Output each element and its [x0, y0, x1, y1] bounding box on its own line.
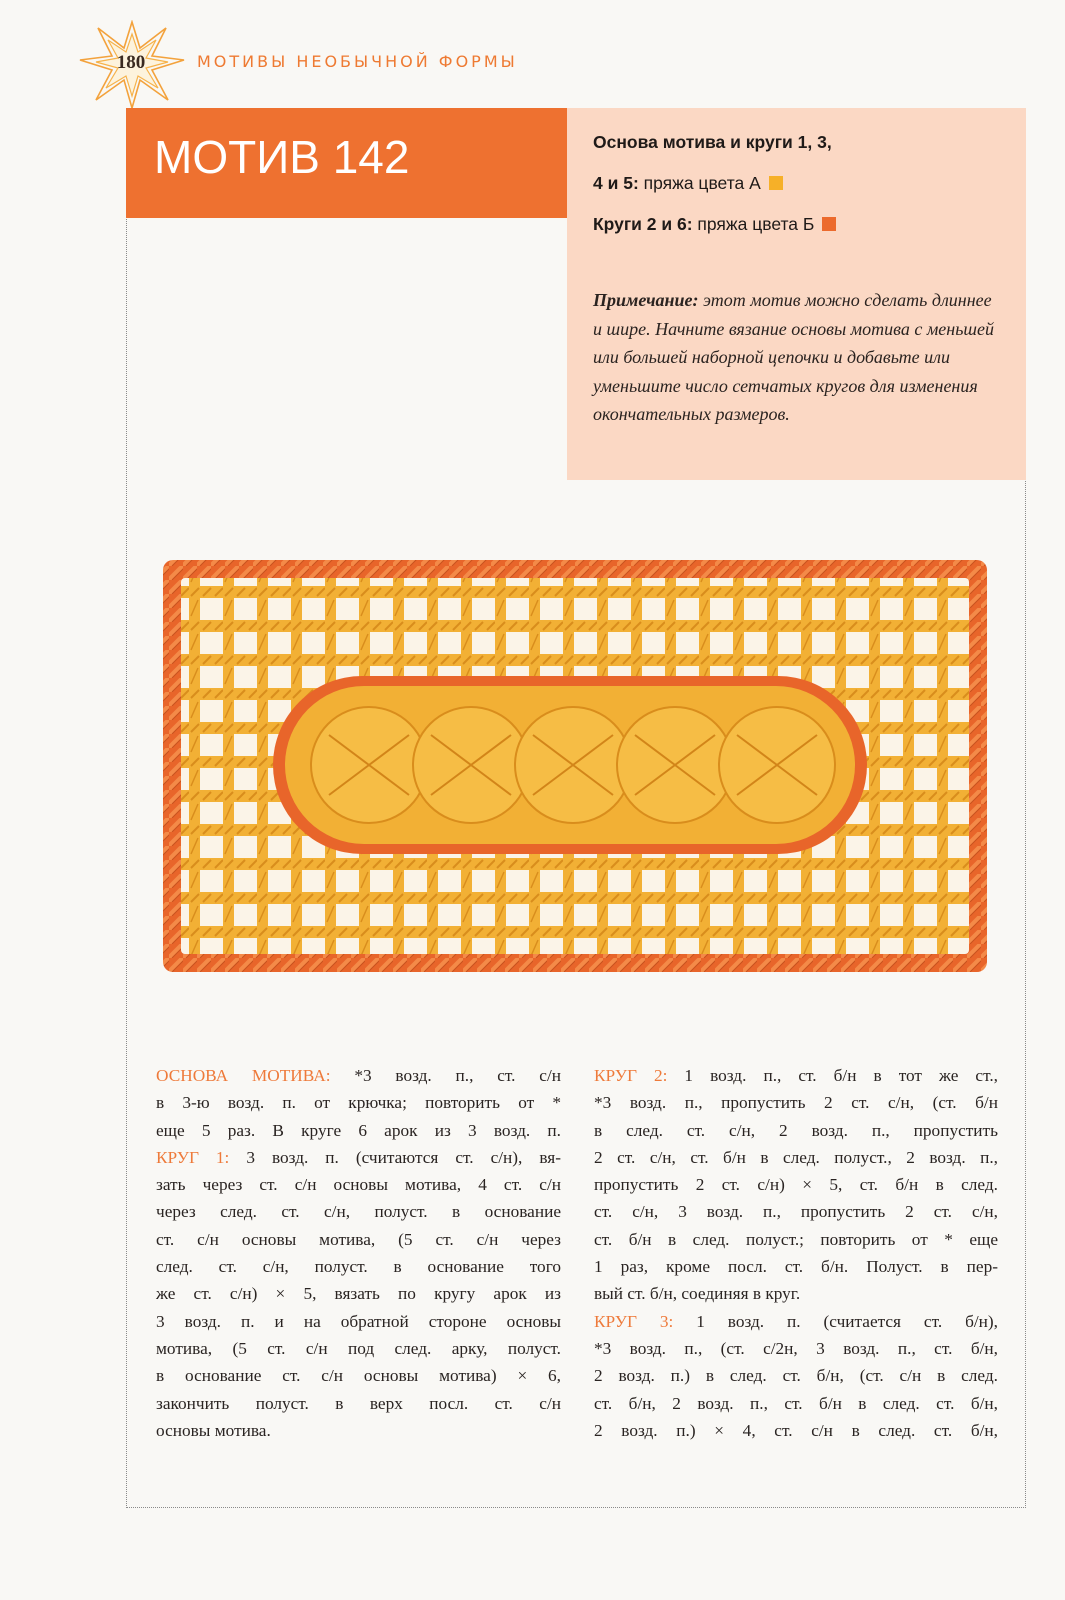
- instruction-text: мотива, (5 ст. с/н под след. арку, полуст.: [156, 1338, 561, 1358]
- instruction-line: [156, 1308, 561, 1335]
- instruction-line: [156, 1280, 561, 1307]
- instruction-line: [156, 1417, 561, 1444]
- instruction-line: [594, 1062, 998, 1089]
- instruction-text: 3 возд. п. (считаются ст. с/н), вя-: [229, 1147, 561, 1167]
- yarn-info-box: [567, 108, 1026, 480]
- section-title: МОТИВЫ НЕОБЫЧНОЙ ФОРМЫ: [197, 52, 518, 71]
- round-label: КРУГ 1:: [156, 1147, 230, 1167]
- instruction-line: [594, 1280, 998, 1307]
- instruction-line: [156, 1390, 561, 1417]
- instruction-line: [594, 1226, 998, 1253]
- round-label: ОСНОВА МОТИВА:: [156, 1066, 331, 1085]
- yarn-line-1: Основа мотива и круги 1, 3,: [593, 132, 832, 152]
- instruction-line: [156, 1062, 561, 1089]
- note: [593, 286, 1003, 429]
- instruction-line: [594, 1362, 998, 1389]
- instruction-line: [156, 1362, 561, 1389]
- instruction-line: [156, 1198, 561, 1225]
- instruction-text: *3 возд. п., пропустить 2 ст. с/н, (ст. б/н: [594, 1093, 998, 1113]
- yarn-b-swatch-icon: [822, 217, 836, 231]
- instruction-line: [594, 1089, 998, 1116]
- motif-title: МОТИВ 142: [154, 131, 410, 183]
- instructions-right-column: [594, 1062, 998, 1444]
- instruction-text: 1 возд. п., ст. б/н в тот же ст.,: [667, 1066, 998, 1085]
- crochet-motif-photo: [155, 552, 995, 982]
- instruction-line: [594, 1198, 998, 1225]
- instruction-text: след. ст. с/н, полуст. в основание того: [156, 1257, 561, 1277]
- instruction-text: 3 возд. п. и на обратной стороне основы: [156, 1311, 561, 1331]
- instruction-line: [156, 1171, 561, 1198]
- instruction-text: через след. ст. с/н, полуст. в основание: [156, 1202, 561, 1222]
- instruction-text: ст. б/н, 2 возд. п., ст. б/н в след. ст. б/н,: [594, 1393, 998, 1413]
- instruction-line: [594, 1253, 998, 1280]
- instruction-text: в след. ст. с/н, 2 возд. п., пропустить: [594, 1120, 998, 1140]
- instruction-line: [156, 1117, 561, 1144]
- instruction-text: в основание ст. с/н основы мотива) × 6,: [156, 1366, 561, 1386]
- instruction-text: *3 возд. п., (ст. с/2н, 3 возд. п., ст. б/н,: [594, 1338, 998, 1358]
- yarn-a-swatch-icon: [769, 176, 783, 190]
- instruction-line: [594, 1144, 998, 1171]
- instruction-line: [594, 1335, 998, 1362]
- page-number: 180: [116, 52, 146, 73]
- instruction-text: 1 раз, кроме посл. ст. б/н. Полуст. в пер-: [594, 1257, 998, 1277]
- instruction-text: в 3-ю возд. п. от крючка; повторить от *: [156, 1093, 561, 1113]
- instruction-text: ст. с/н, 3 возд. п., пропустить 2 ст. с/н,: [594, 1202, 998, 1222]
- round-label: КРУГ 3:: [594, 1311, 674, 1331]
- instruction-text: ст. с/н основы мотива, (5 ст. с/н через: [156, 1229, 561, 1249]
- instruction-text: закончить полуст. в верх посл. ст. с/н: [156, 1393, 561, 1413]
- instruction-line: [156, 1144, 561, 1171]
- note-text: этот мотив можно сделать длиннее и шире. Начните вязание основы мотива с меньшей или большей наборной цепочки и добавьте или уменьшите число сетчатых кругов для изменения окончательных размеров.: [593, 290, 994, 424]
- instruction-text: зать через ст. с/н основы мотива, 4 ст. с/н: [156, 1175, 561, 1195]
- instruction-line: [594, 1117, 998, 1144]
- instruction-text: пропустить 2 ст. с/н) × 5, ст. б/н в след.: [594, 1175, 998, 1195]
- instruction-line: [156, 1226, 561, 1253]
- instruction-text: *3 возд. п., ст. с/н: [330, 1066, 562, 1085]
- instruction-text: основы мотива.: [156, 1420, 271, 1440]
- instruction-line: [156, 1089, 561, 1116]
- yarn-line-2: 4 и 5: пряжа цвета А: [593, 173, 783, 194]
- instruction-text: же ст. с/н) × 5, вязать по кругу арок из: [156, 1284, 561, 1304]
- instruction-text: 2 ст. с/н, ст. б/н в след. полуст., 2 возд. п.,: [594, 1147, 998, 1167]
- instruction-line: [594, 1417, 998, 1444]
- instruction-text: 2 возд. п.) в след. ст. б/н, (ст. с/н в след.: [594, 1366, 998, 1386]
- title-banner: [126, 108, 567, 218]
- instruction-text: вый ст. б/н, соединяя в круг.: [594, 1284, 801, 1304]
- instruction-line: [594, 1390, 998, 1417]
- instructions-left-column: [156, 1062, 561, 1444]
- note-label: Примечание:: [593, 290, 699, 310]
- instruction-text: 1 возд. п. (считается ст. б/н),: [673, 1311, 998, 1331]
- round-label: КРУГ 2:: [594, 1066, 668, 1085]
- instruction-line: [156, 1335, 561, 1362]
- instruction-line: [594, 1308, 998, 1335]
- instruction-line: [594, 1171, 998, 1198]
- instruction-line: [156, 1253, 561, 1280]
- instruction-text: еще 5 раз. В круге 6 арок из 3 возд. п.: [156, 1120, 561, 1140]
- instruction-text: ст. б/н в след. полуст.; повторить от * еще: [594, 1229, 998, 1249]
- yarn-line-3: Круги 2 и 6: пряжа цвета Б: [593, 214, 836, 235]
- instruction-text: 2 возд. п.) × 4, ст. с/н в след. ст. б/н,: [594, 1420, 998, 1440]
